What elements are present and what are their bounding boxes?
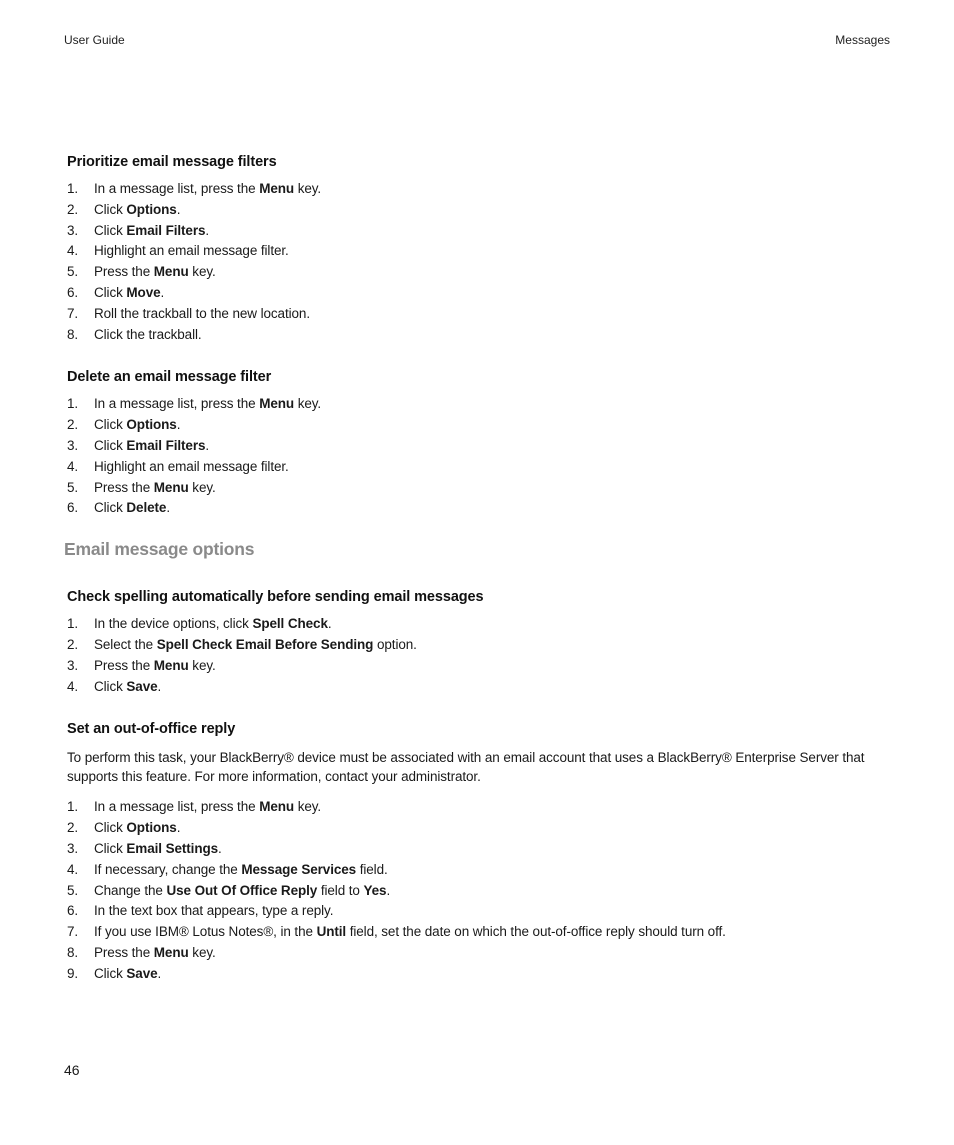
step-text: . <box>386 882 391 898</box>
step-text: Press the <box>94 944 154 960</box>
step-item <box>67 262 897 283</box>
step-text: . <box>205 437 210 453</box>
steps-list <box>67 394 897 519</box>
step-item <box>67 881 897 902</box>
step-item <box>67 498 897 519</box>
step-text: Click <box>94 437 127 453</box>
ui-term: Menu <box>259 181 295 196</box>
step-item <box>67 304 897 325</box>
step-text: Click <box>94 678 127 694</box>
ui-term: Menu <box>153 657 189 673</box>
step-text: field. <box>356 861 388 877</box>
step-number: 4. <box>67 243 79 259</box>
step-item <box>67 943 897 964</box>
step-item <box>67 283 897 304</box>
step-text: option. <box>373 636 417 652</box>
step-item <box>67 241 897 262</box>
steps-list <box>67 179 897 345</box>
step-item <box>67 200 897 221</box>
step-item <box>67 221 897 242</box>
step-text: In a message list, press the <box>94 181 260 196</box>
step-item <box>67 179 897 200</box>
step-text: Click <box>94 500 127 516</box>
step-text: Press the <box>94 479 154 495</box>
step-number: 2. <box>67 201 79 217</box>
ui-term: Email Filters <box>126 437 206 453</box>
chapter-heading: Email message options <box>64 539 255 560</box>
ui-term: Save <box>126 678 158 694</box>
step-number: 3. <box>67 657 79 673</box>
step-item <box>67 922 897 943</box>
ui-term: Menu <box>153 264 189 280</box>
step-number: 5. <box>67 264 79 280</box>
ui-term: Yes <box>363 882 387 898</box>
step-number: 8. <box>67 326 79 342</box>
step-number: 5. <box>67 882 79 898</box>
page-content <box>64 154 897 1009</box>
ui-term: Spell Check Email Before Sending <box>156 636 374 652</box>
step-number: 8. <box>67 944 79 960</box>
section-heading: Prioritize email message filters <box>67 154 277 170</box>
section-heading: Set an out-of-office reply <box>67 721 236 738</box>
ui-term: Options <box>126 417 177 433</box>
ui-term: Menu <box>153 479 189 495</box>
ui-term: Move <box>126 284 161 300</box>
step-number: 7. <box>67 924 79 940</box>
step-text: Click <box>94 222 127 238</box>
step-text: . <box>205 222 210 238</box>
step-number: 3. <box>67 437 79 453</box>
step-text: . <box>327 616 332 632</box>
step-number: 4. <box>67 861 79 877</box>
step-text: Click <box>94 284 127 300</box>
step-number: 1. <box>67 616 79 632</box>
step-item <box>67 457 897 478</box>
step-item <box>67 635 897 656</box>
step-item <box>67 839 897 860</box>
step-text: key. <box>294 181 322 196</box>
section-heading: Delete an email message filter <box>67 369 272 386</box>
step-text: Press the <box>94 264 154 280</box>
section-prioritize-filters <box>67 154 897 345</box>
section-delete-filter <box>67 369 897 519</box>
page-number: 46 <box>64 1062 80 1078</box>
section-spell-check <box>67 589 897 697</box>
step-number: 2. <box>67 636 79 652</box>
ui-term: Use Out Of Office Reply <box>166 882 318 898</box>
ui-term: Save <box>126 965 158 981</box>
task-prerequisite-text: To perform this task, your BlackBerry® device must be associated with an email account that uses a BlackBerry® Enterprise Server that supports this feature. For more information, contact your administrator. <box>67 750 865 785</box>
step-text: If necessary, change the <box>94 861 242 877</box>
step-text: key. <box>188 264 216 280</box>
step-item <box>67 394 897 415</box>
step-text: key. <box>188 657 216 673</box>
step-text: . <box>176 417 181 433</box>
step-number: 1. <box>67 181 79 196</box>
step-text: Click <box>94 965 127 981</box>
step-item <box>67 964 897 985</box>
step-text: Highlight an email message filter. <box>94 458 289 474</box>
step-text: field, set the date on which the out-of-office reply should turn off. <box>346 924 726 940</box>
step-number: 4. <box>67 458 79 474</box>
step-text: In a message list, press the <box>94 396 260 412</box>
step-number: 2. <box>67 820 79 836</box>
step-text: Press the <box>94 657 154 673</box>
steps-list <box>67 797 897 984</box>
step-text: . <box>176 201 181 217</box>
step-item <box>67 656 897 677</box>
step-item <box>67 614 897 635</box>
step-item <box>67 677 897 698</box>
step-number: 3. <box>67 222 79 238</box>
step-text: . <box>157 965 162 981</box>
step-item <box>67 901 897 922</box>
step-text: key. <box>188 944 216 960</box>
running-header-section: Messages <box>835 33 890 47</box>
step-number: 2. <box>67 417 79 433</box>
step-text: Roll the trackball to the new location. <box>94 305 310 321</box>
ui-term: Menu <box>259 396 295 412</box>
step-number: 4. <box>67 678 79 694</box>
step-item <box>67 860 897 881</box>
step-text: In the text box that appears, type a reply. <box>94 903 334 919</box>
step-text: Select the <box>94 636 157 652</box>
step-text: . <box>166 500 170 516</box>
step-text: . <box>176 820 181 836</box>
step-text: Highlight an email message filter. <box>94 243 289 259</box>
ui-term: Email Filters <box>126 222 206 238</box>
step-item <box>67 436 897 457</box>
ui-term: Options <box>126 820 177 836</box>
step-text: . <box>160 284 165 300</box>
section-heading: Check spelling automatically before sending email messages <box>67 589 484 606</box>
step-number: 5. <box>67 479 79 495</box>
step-text: . <box>157 678 162 694</box>
step-text: Click the trackball. <box>94 326 202 342</box>
section-out-of-office <box>67 721 897 984</box>
running-header-title: User Guide <box>64 33 125 47</box>
ui-term: Menu <box>259 799 295 815</box>
ui-term: Email Settings <box>126 840 219 856</box>
step-item <box>67 818 897 839</box>
step-item <box>67 478 897 499</box>
step-text: Click <box>94 417 127 433</box>
step-text: Click <box>94 201 127 217</box>
step-text: In the device options, click <box>94 616 253 632</box>
step-text: In a message list, press the <box>94 799 260 815</box>
step-number: 7. <box>67 305 79 321</box>
step-text: key. <box>294 396 322 412</box>
ui-term: Options <box>126 201 177 217</box>
ui-term: Menu <box>153 944 189 960</box>
step-text: If you use IBM® Lotus Notes®, in the <box>94 924 317 940</box>
ui-term: Delete <box>126 500 167 516</box>
steps-list <box>67 614 897 697</box>
step-text: Click <box>94 840 127 856</box>
step-text: Change the <box>94 882 167 898</box>
ui-term: Until <box>316 924 347 940</box>
step-text: field to <box>317 882 364 898</box>
step-item <box>67 415 897 436</box>
step-number: 1. <box>67 396 79 412</box>
step-item <box>67 797 897 818</box>
ui-term: Message Services <box>241 861 357 877</box>
step-number: 6. <box>67 500 79 516</box>
step-text: key. <box>294 799 322 815</box>
ui-term: Spell Check <box>252 616 328 632</box>
step-number: 9. <box>67 965 79 981</box>
step-item <box>67 325 897 346</box>
step-number: 1. <box>67 799 79 815</box>
step-text: Click <box>94 820 127 836</box>
step-number: 3. <box>67 840 79 856</box>
step-text: key. <box>188 479 216 495</box>
step-text: . <box>218 840 222 856</box>
step-number: 6. <box>67 903 79 919</box>
step-number: 6. <box>67 284 79 300</box>
